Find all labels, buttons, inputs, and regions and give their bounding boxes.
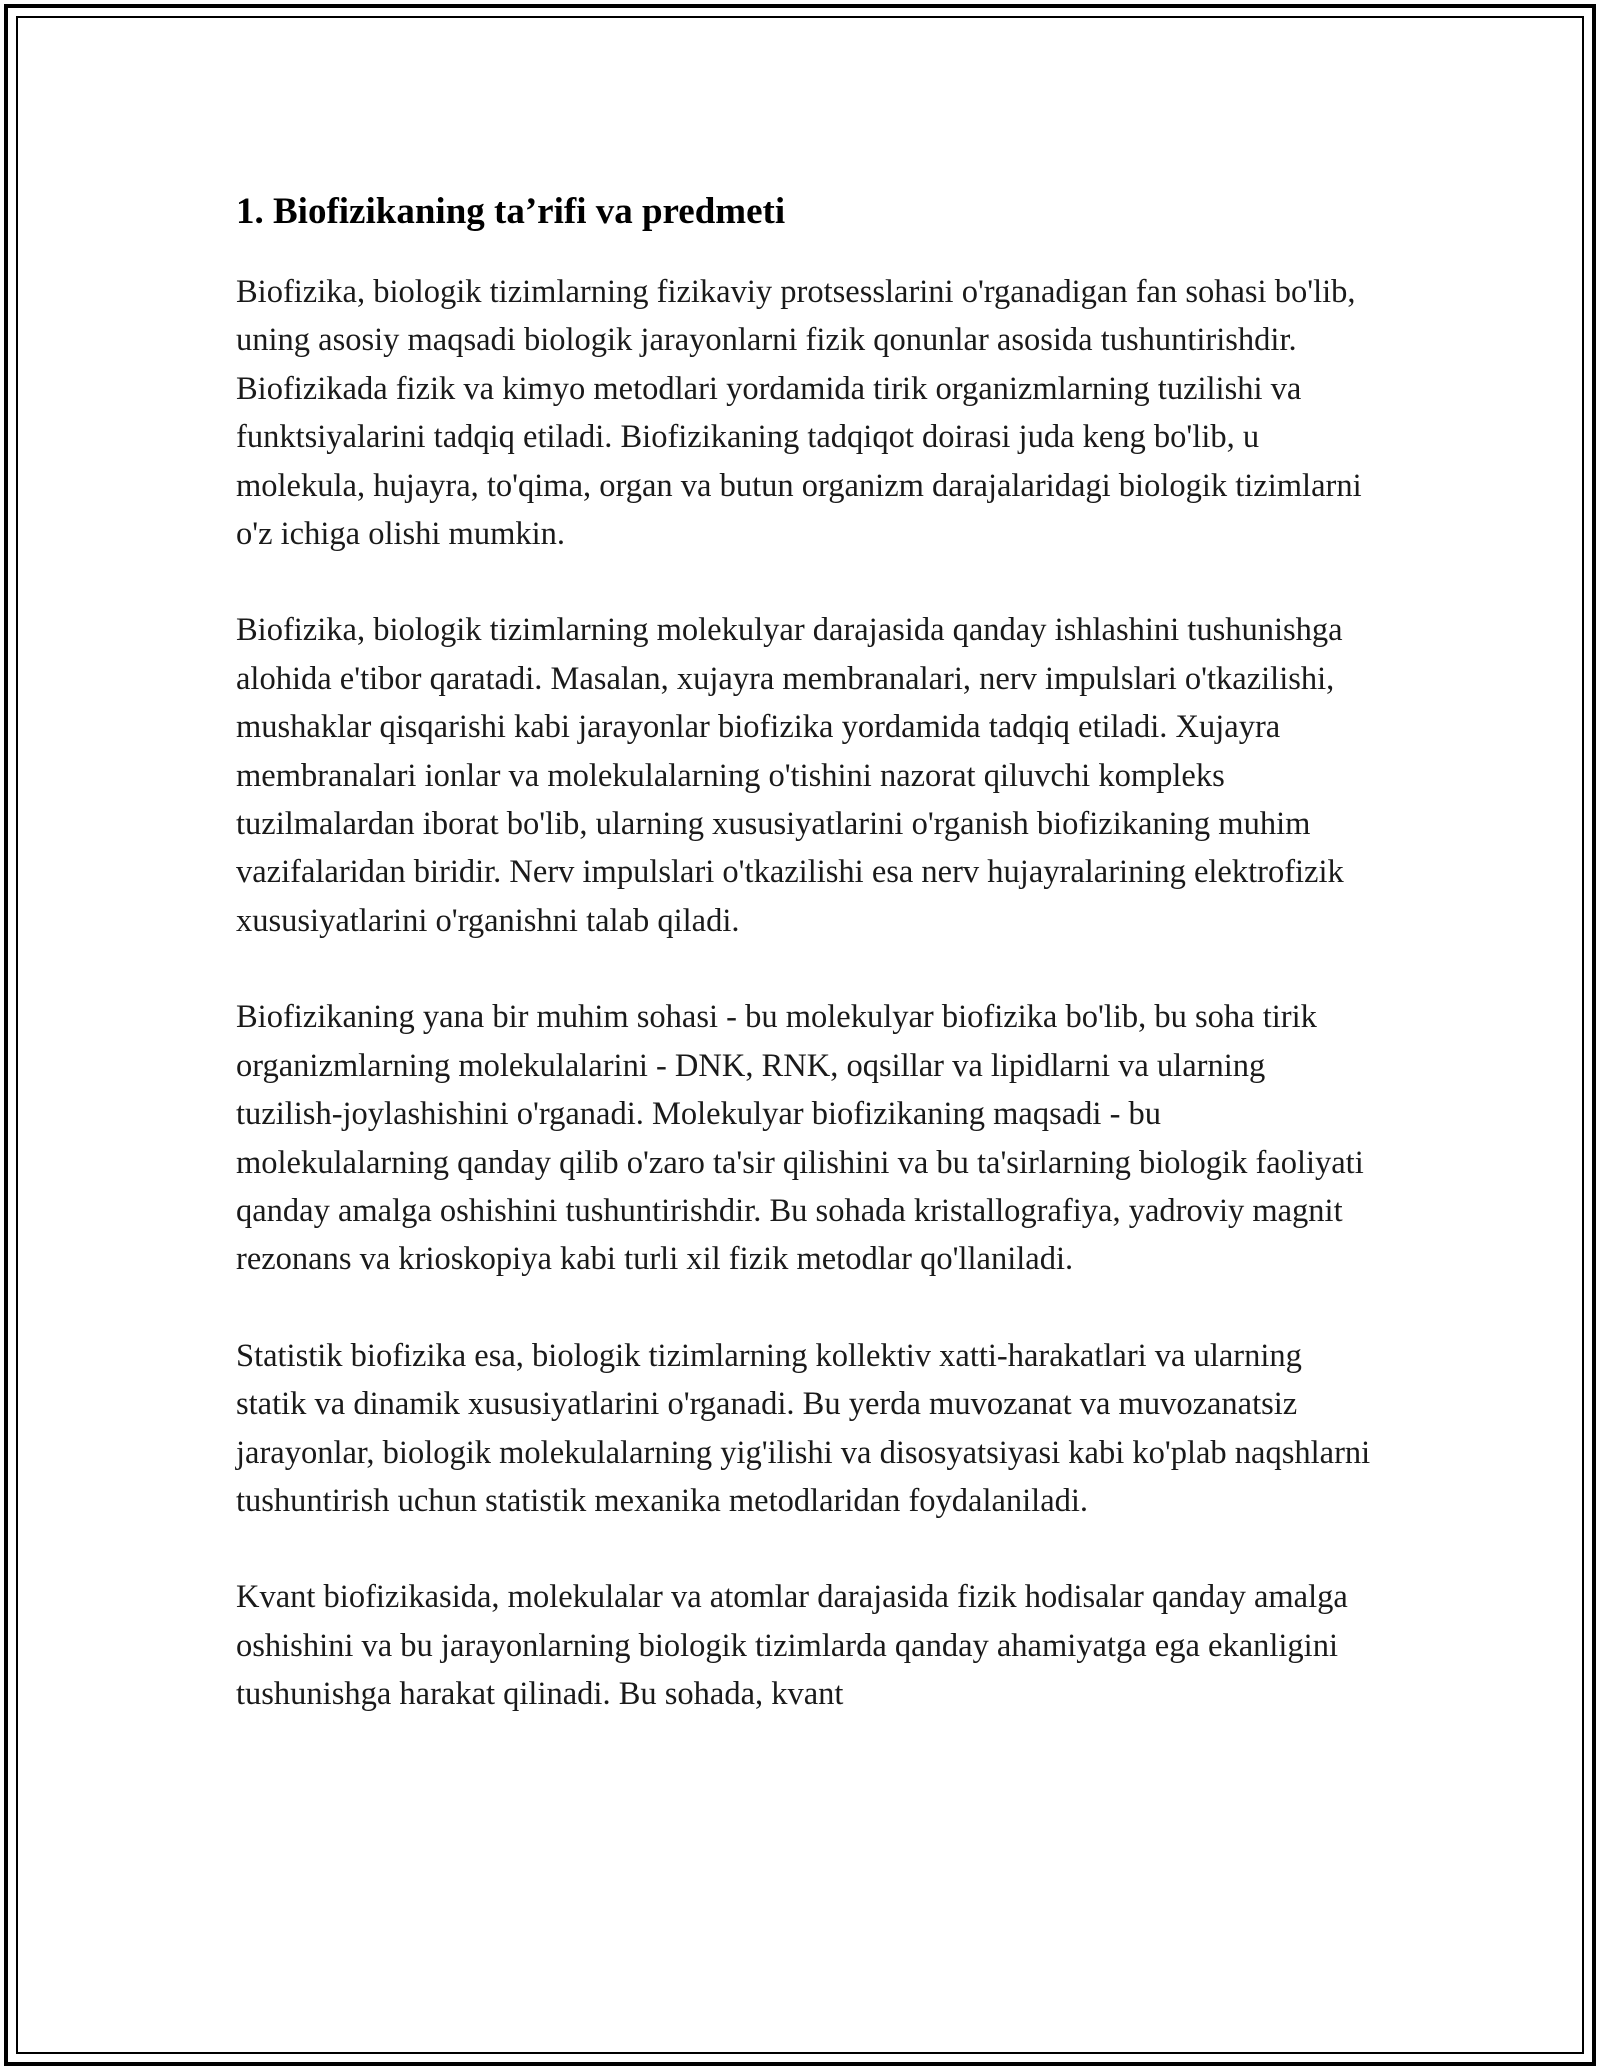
paragraph-statistical-biophysics: Statistik biofizika esa, biologik tizimlarning kollektiv xatti-harakatlari va ularning statik va dinamik xususiyatlarini o'rganadi. Bu yerda muvozanat va muvozanatsiz jarayonlar, biologik molekulalarning yig'ilishi va disosyatsiyasi kabi ko'plab naqshlarni tushuntirish uchun statistik mexanika metodlaridan foydalaniladi. [236,1337,1371,1519]
paragraph-molecular-biophysics: Biofizikaning yana bir muhim sohasi - bu molekulyar biofizika bo'lib, bu soha tirik organizmlarning molekulalarini - DNK, RNK, oqsillar va lipidlarni va ularning tuzilish-joylashishini o'rganadi. Molekulyar biofizikaning maqsadi - bu molekulalarning qanday qilib o'zaro ta'sir qilishini va bu ta'sirlarning biologik faoliyati qanday amalga oshishini tushuntirishdir. Bu sohada kristallografiya, yadroviy magnit rezonans va krioskopiya kabi turli xil fizik metodlar qo'llaniladi. [236,999,1364,1278]
paragraph-molecular-level: Biofizika, biologik tizimlarning molekulyar darajasida qanday ishlashini tushunishga alohida e'tibor qaratadi. Masalan, xujayra membranalari, nerv impulslari o'tkazilishi, mushaklar qisqarishi kabi jarayonlar biofizika yordamida tadqiq etiladi. Xujayra membranalari ionlar va molekulalarning o'tishini nazorat qiluvchi kompleks tuzilmalardan iborat bo'lib, ularning xususiyatlarini o'rganish biofizikaning muhim vazifalaridan biridir. Nerv impulslari o'tkazilishi esa nerv hujayralarining elektrofizik xususiyatlarini o'rganishni talab qiladi. [236,612,1344,939]
document-body [236,188,1376,1767]
section-heading: 1. Biofizikaning ta’rifi va predmeti [236,191,786,232]
paragraph-quantum-biophysics: Kvant biofizikasida, molekulalar va atomlar darajasida fizik hodisalar qanday amalga oshishini va bu jarayonlarning biologik tizimlarda qanday ahamiyatga ega ekanligini tushunishga harakat qilinadi. Bu sohada, kvant [236,1579,1348,1713]
paragraph-definition: Biofizika, biologik tizimlarning fizikaviy protsesslarini o'rganadigan fan sohasi bo'lib, uning asosiy maqsadi biologik jarayonlarni fizik qonunlar asosida tushuntirishdir. Biofizikada fizik va kimyo metodlari yordamida tirik organizmlarning tuzilishi va funktsiyalarini tadqiq etiladi. Biofizikaning tadqiqot doirasi juda keng bo'lib, u molekula, hujayra, to'qima, organ va butun organizm darajalaridagi biologik tizimlarni o'z ichiga olishi mumkin. [236,274,1362,553]
